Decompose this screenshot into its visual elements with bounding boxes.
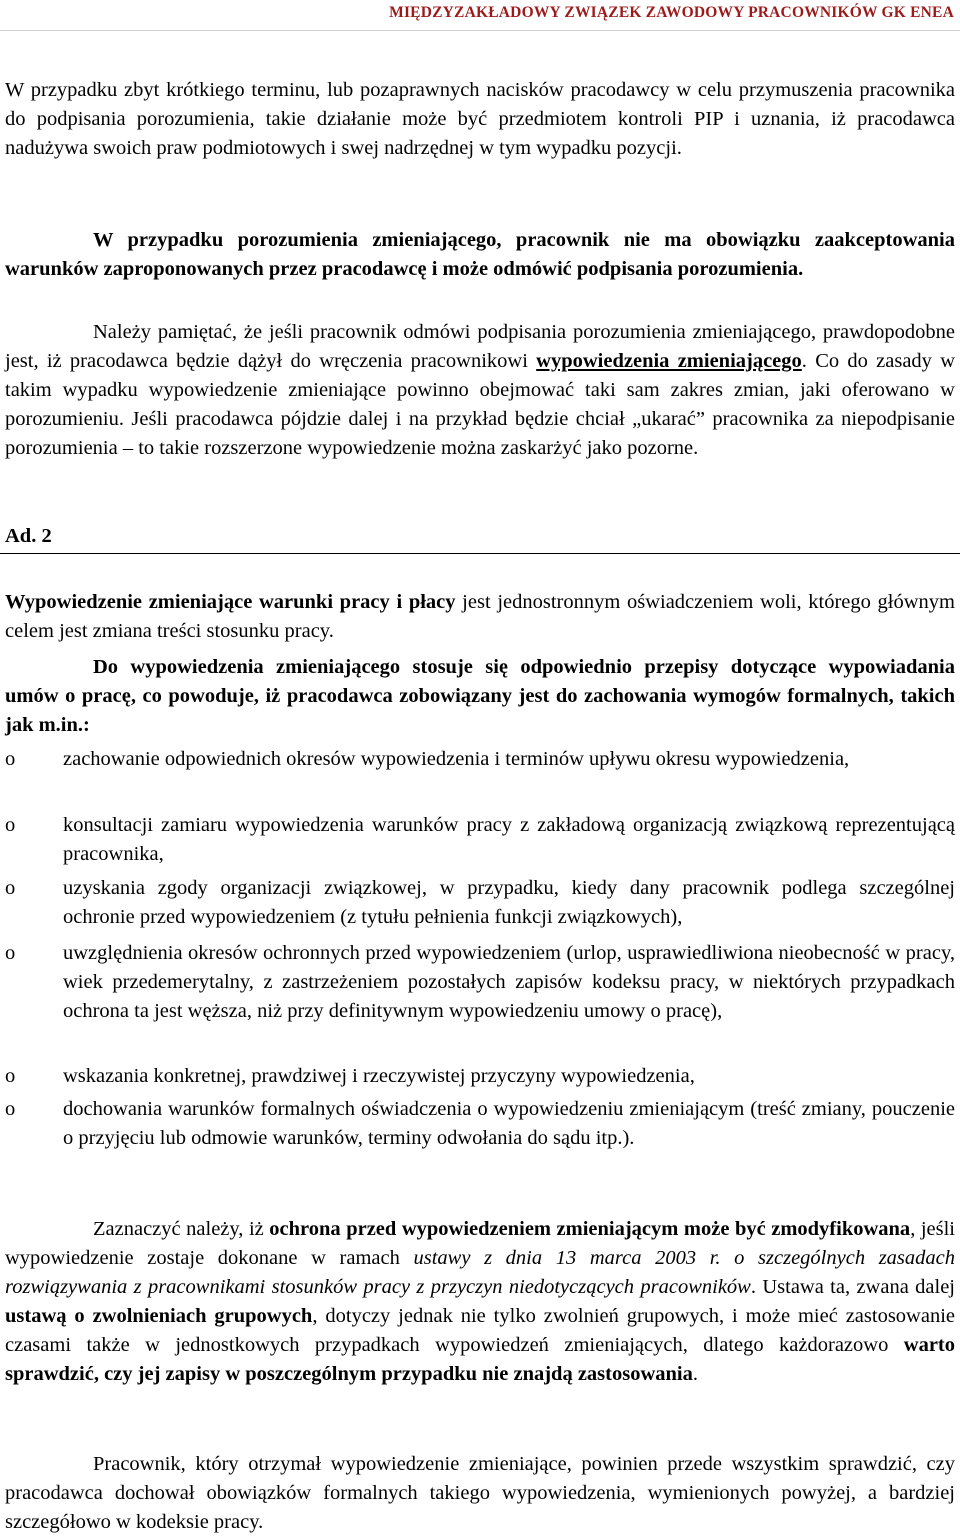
group-layoffs-text-i: . bbox=[692, 1363, 698, 1385]
page-header: MIĘDZYZAKŁADOWY ZWIĄZEK ZAWODOWY PRACOWNIKÓW GK ENEA bbox=[389, 4, 954, 21]
paragraph-remember-text-a: Należy pamiętać, że jeśli pracownik odmówi podpisania porozumienia zmieniającego, prawdopodobne jest, iż pracodawca będzie dążył do wręczenia pracownikowi bbox=[5, 321, 955, 372]
group-layoffs-bold-b: ochrona przed wypowiedzeniem zmieniającym może być zmodyfikowana bbox=[269, 1218, 911, 1240]
list-bullet: o bbox=[5, 1065, 16, 1087]
act-title: ustawy z dnia 13 marca 2003 r. o szczególnych zasadach rozwiązywania z pracownikami stosunków pracy z przyczyn niedotyczących pracowników bbox=[5, 1247, 955, 1298]
header-divider bbox=[0, 30, 960, 31]
list-item bbox=[5, 939, 955, 1026]
list-item-text: zachowanie odpowiednich okresów wypowiedzenia i terminów upływu okresu wypowiedzenia, bbox=[63, 748, 850, 770]
list-item-text: wskazania konkretnej, prawdziwej i rzeczywistej przyczyny wypowiedzenia, bbox=[63, 1065, 695, 1087]
section-heading-ad2: Ad. 2 bbox=[5, 525, 52, 547]
paragraph-remember bbox=[5, 318, 955, 463]
group-layoffs-text-g: , dotyczy jednak nie tylko zwolnień grupowych, i może mieć zastosowanie czasami także w jednostkowych przypadkach wypowiedzeń zmieniających, dlatego każdorazowo bbox=[5, 1305, 956, 1356]
paragraph-pressure: W przypadku zbyt krótkiego terminu, lub pozaprawnych nacisków pracodawcy w celu przymuszenia pracownika do podpisania porozumienia, takie działanie może być przedmiotem kontroli PIP i uznania, iż pracodawca nadużywa swoich praw podmiotowych i swej nadrzędnej w tym wypadku pozycji. bbox=[5, 79, 955, 159]
list-bullet: o bbox=[5, 877, 16, 899]
group-layoffs-bold-h: warto sprawdzić, czy jej zapisy w poszczególnym przypadku nie znajdą zastosowania bbox=[5, 1334, 955, 1385]
definition-term: Wypowiedzenie zmieniające warunki pracy i płacy bbox=[5, 591, 456, 613]
paragraph-remember-text-c: . Co do zasady w takim wypadku wypowiedzenie zmieniające powinno obejmować taki sam zakres zmian, jaki oferowano w porozumieniu. Jeśli pracodawca pójdzie dalej i na przykład będzie chciał „ukarać” pracownika za niepodpisanie porozumienia – to takie rozszerzone wypowiedzenie można zaskarżyć jako pozorne. bbox=[5, 350, 956, 459]
list-item-text: dochowania warunków formalnych oświadczenia o wypowiedzeniu zmieniającym (treść zmiany, pouczenie o przyjęciu lub odmowie warunków, terminy odwołania do sądu itp.). bbox=[63, 1098, 955, 1149]
section-divider bbox=[0, 553, 960, 554]
paragraph-requirements: Do wypowiedzenia zmieniającego stosuje się odpowiednio przepisy dotyczące wypowiadania umów o pracę, co powoduje, iż pracodawca zobowiązany jest do zachowania wymogów formalnych, takich jak m.in.: bbox=[5, 656, 955, 736]
list-item-text: uwzględnienia okresów ochronnych przed wypowiedzeniem (urlop, usprawiedliwiona nieobecność w pracy, wiek przedemerytalny, z zastrzeżeniem pozostałych zapisów kodeksu pracy, w niektórych przypadkach ochrona ta jest węższa, niż przy definitywnym wypowiedzeniu umowy o pracę), bbox=[63, 942, 955, 1022]
group-layoffs-text-e: . Ustawa ta, zwana dalej bbox=[750, 1276, 955, 1298]
list-bullet: o bbox=[5, 748, 16, 770]
paragraph-definition bbox=[5, 588, 955, 646]
list-item-text: konsultacji zamiaru wypowiedzenia warunków pracy z zakładową organizacją związkową reprezentującą pracownika, bbox=[63, 814, 955, 865]
list-bullet: o bbox=[5, 814, 16, 836]
list-item bbox=[5, 1062, 955, 1091]
paragraph-refusal: W przypadku porozumienia zmieniającego, pracownik nie ma obowiązku zaakceptowania warunków zaproponowanych przez pracodawcę i może odmówić podpisania porozumienia. bbox=[5, 229, 955, 280]
paragraph-group-layoffs bbox=[5, 1215, 955, 1389]
list-item bbox=[5, 874, 955, 932]
group-layoffs-text-c: , jeśli wypowiedzenie zostaje dokonane w ramach bbox=[5, 1218, 956, 1269]
list-bullet: o bbox=[5, 942, 16, 964]
list-item bbox=[5, 745, 955, 774]
list-item-text: uzyskania zgody organizacji związkowej, w przypadku, kiedy dany pracownik podlega szczególnej ochronie przed wypowiedzeniem (z tytułu pełnienia funkcji związkowych), bbox=[63, 877, 955, 928]
act-short-name: ustawą o zwolnieniach grupowych bbox=[5, 1305, 313, 1327]
list-item bbox=[5, 811, 955, 869]
group-layoffs-text-a: Zaznaczyć należy, iż bbox=[93, 1218, 270, 1240]
list-bullet: o bbox=[5, 1098, 16, 1120]
list-item bbox=[5, 1095, 955, 1153]
paragraph-remember-term: wypowiedzenia zmieniającego bbox=[536, 350, 802, 372]
definition-text: jest jednostronnym oświadczeniem woli, którego głównym celem jest zmiana treści stosunku pracy. bbox=[5, 591, 955, 642]
paragraph-check-formalities: Pracownik, który otrzymał wypowiedzenie zmieniające, powinien przede wszystkim sprawdzić, czy pracodawca dochował obowiązków formalnych takiego wypowiedzenia, wymienionych powyżej, a bardziej szczegółowo w kodeksie pracy. bbox=[5, 1453, 955, 1533]
